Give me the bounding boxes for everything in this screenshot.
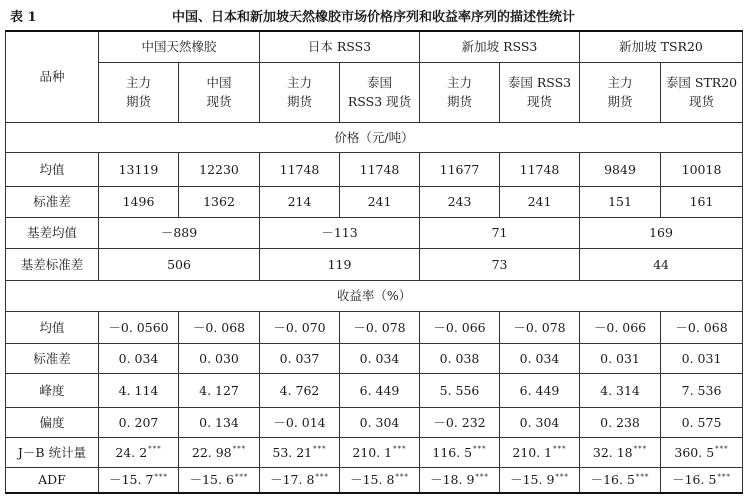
table-cell	[580, 407, 661, 437]
table-cell	[500, 373, 580, 407]
cell-value: －113	[321, 225, 358, 240]
row-label: ADF	[6, 467, 99, 493]
table-cell	[99, 373, 179, 407]
table-row	[6, 437, 743, 467]
cell-value: 0. 238	[600, 414, 640, 430]
cell-value: －0. 070	[273, 319, 326, 335]
table-cell	[340, 437, 420, 467]
table-cell	[580, 311, 661, 343]
group-header: 新加坡 RSS3	[420, 31, 580, 62]
table-cell	[260, 152, 340, 186]
table-cell	[661, 467, 743, 493]
table-cell	[580, 467, 661, 493]
cell-value: －0. 068	[192, 319, 246, 335]
table-cell	[260, 311, 340, 343]
cell-value: 241	[527, 194, 552, 209]
cell-value: 4. 762	[279, 382, 320, 398]
cell-value: 169	[649, 225, 673, 240]
cell-value: －0. 078	[353, 319, 406, 335]
cell-value: 0. 034	[118, 350, 159, 366]
cell-value: 9849	[604, 161, 636, 177]
table-title: 中国、日本和新加坡天然橡胶市场价格序列和收益率序列的描述性统计	[171, 10, 575, 25]
variety-header: 品种	[6, 31, 99, 122]
cell-value: 53. 21	[272, 444, 313, 460]
cell-value: 24. 2	[115, 444, 148, 460]
cell-value: －17. 8	[270, 472, 315, 488]
group-header: 中国天然橡胶	[99, 31, 260, 62]
cell-value: 7. 536	[681, 382, 722, 398]
table-row	[6, 467, 743, 493]
significance-mark: ***	[555, 473, 569, 482]
return-rows	[6, 311, 743, 493]
table-cell	[179, 467, 260, 493]
table-cell	[260, 437, 340, 467]
basis-rows	[6, 217, 743, 280]
cell-value: 0. 304	[359, 414, 400, 430]
cell-value: 73	[491, 256, 508, 272]
cell-value: 4. 114	[118, 382, 159, 398]
table-cell	[420, 467, 500, 493]
price-section-title: 价格（元/吨）	[6, 122, 743, 152]
table-cell	[340, 467, 420, 493]
cell-value: 0. 304	[519, 414, 560, 430]
table-cell	[340, 407, 420, 437]
cell-value: 0. 031	[681, 350, 722, 366]
table-cell	[340, 343, 420, 373]
cell-value: －0. 014	[273, 414, 326, 430]
row-label: 基差标准差	[6, 248, 99, 280]
cell-value: 241	[367, 194, 392, 209]
cell-value: 0. 575	[681, 414, 722, 430]
cell-value: －15. 9	[510, 472, 555, 488]
table-cell	[420, 437, 500, 467]
cell-value: 5. 556	[439, 382, 480, 398]
table-row	[6, 311, 743, 343]
table-row	[6, 343, 743, 373]
table-cell	[260, 217, 420, 248]
cell-value: 506	[167, 256, 191, 272]
return-section-row	[6, 280, 743, 311]
significance-mark: ***	[395, 473, 409, 482]
cell-value: 119	[327, 256, 352, 272]
table-cell	[179, 311, 260, 343]
return-section-title: 收益率（%）	[6, 280, 743, 311]
cell-value: 22. 98	[191, 444, 232, 460]
cell-value: 210. 1	[512, 444, 553, 460]
table-row	[6, 248, 743, 280]
table-cell	[500, 186, 580, 217]
table-cell	[99, 311, 179, 343]
table-cell	[340, 186, 420, 217]
cell-value: －0. 0560	[108, 319, 169, 335]
price-rows	[6, 152, 743, 217]
table-caption	[0, 0, 747, 30]
cell-value: 11748	[519, 161, 560, 177]
table-cell	[340, 373, 420, 407]
significance-mark: ***	[553, 445, 567, 454]
header-group-row	[6, 31, 743, 62]
table-cell	[420, 407, 500, 437]
cell-value: 210. 1	[352, 444, 393, 460]
significance-mark: ***	[234, 473, 249, 482]
table-cell	[661, 407, 743, 437]
table-cell	[580, 343, 661, 373]
cell-value: 11748	[279, 161, 320, 177]
cell-value: 0. 207	[118, 414, 159, 430]
table-cell	[179, 186, 260, 217]
table-cell	[661, 343, 743, 373]
cell-value: 0. 038	[439, 350, 480, 366]
table-row	[6, 186, 743, 217]
cell-value: 0. 030	[199, 350, 239, 366]
table-cell	[179, 343, 260, 373]
row-label: 均值	[6, 152, 99, 186]
row-label: 偏度	[6, 407, 99, 437]
cell-value: 44	[653, 256, 669, 272]
significance-mark: ***	[393, 445, 407, 454]
statistics-table	[5, 30, 743, 494]
group-header: 日本 RSS3	[260, 31, 420, 62]
significance-mark: ***	[473, 445, 487, 454]
significance-mark: ***	[154, 473, 168, 482]
table-cell	[179, 407, 260, 437]
sub-header: 泰国 RSS3 现货	[500, 62, 580, 122]
group-header: 新加坡 TSR20	[580, 31, 743, 62]
cell-value: 11748	[359, 161, 400, 177]
table-cell	[420, 186, 500, 217]
cell-value: －0. 066	[433, 319, 486, 335]
header-sub-row	[6, 62, 743, 122]
table-cell	[500, 343, 580, 373]
sub-header: 泰国 STR20 现货	[661, 62, 743, 122]
cell-value: －18. 9	[430, 472, 475, 488]
cell-value: 12230	[199, 161, 239, 177]
table-cell	[661, 186, 743, 217]
table-cell	[260, 407, 340, 437]
sub-header: 泰国 RSS3 现货	[340, 62, 420, 122]
cell-value: －0. 232	[433, 414, 486, 430]
cell-value: 116. 5	[432, 444, 473, 460]
cell-value: 360. 5	[674, 444, 715, 460]
significance-mark: ***	[635, 473, 650, 482]
table-cell	[580, 437, 661, 467]
table-cell	[500, 437, 580, 467]
sub-header: 中国 现货	[179, 62, 260, 122]
significance-mark: ***	[475, 473, 489, 482]
table-cell	[500, 311, 580, 343]
table-cell	[661, 373, 743, 407]
sub-header: 主力 期货	[99, 62, 179, 122]
cell-value: －0. 078	[513, 319, 566, 335]
significance-mark: ***	[717, 473, 731, 482]
table-cell	[580, 217, 743, 248]
cell-value: 1496	[122, 194, 155, 209]
price-section-row	[6, 122, 743, 152]
cell-value: －15. 6	[189, 472, 234, 488]
row-label: 均值	[6, 311, 99, 343]
cell-value: 6. 449	[359, 382, 400, 398]
table-cell	[420, 248, 580, 280]
table-cell	[260, 467, 340, 493]
table-cell	[260, 186, 340, 217]
cell-value: －0. 068	[675, 319, 728, 335]
table-cell	[179, 373, 260, 407]
cell-value: 243	[447, 194, 472, 209]
table-cell	[661, 437, 743, 467]
cell-value: 6. 449	[519, 382, 560, 398]
table-cell	[580, 373, 661, 407]
table-cell	[179, 152, 260, 186]
row-label: 标准差	[6, 343, 99, 373]
sub-header: 主力 期货	[420, 62, 500, 122]
cell-value: 10018	[681, 161, 722, 177]
table-cell	[99, 343, 179, 373]
table-cell	[179, 437, 260, 467]
table-label: 表 1	[10, 10, 37, 25]
cell-value: 0. 034	[519, 350, 560, 366]
significance-mark: ***	[315, 473, 329, 482]
significance-mark: ***	[313, 445, 327, 454]
table-row	[6, 407, 743, 437]
row-label: 基差均值	[6, 217, 99, 248]
cell-value: －15. 7	[109, 472, 154, 488]
table-cell	[260, 343, 340, 373]
table-cell	[99, 467, 179, 493]
table-cell	[580, 152, 661, 186]
table-row	[6, 152, 743, 186]
cell-value: －15. 8	[350, 472, 395, 488]
cell-value: －16. 5	[590, 472, 635, 488]
table-cell	[260, 373, 340, 407]
cell-value: 151	[608, 194, 632, 209]
cell-value: 0. 034	[359, 350, 400, 366]
cell-value: 4. 314	[600, 382, 640, 398]
table-cell	[420, 217, 580, 248]
cell-value: －16. 5	[672, 472, 717, 488]
table-cell	[260, 248, 420, 280]
cell-value: －889	[160, 225, 198, 240]
table-cell	[580, 248, 743, 280]
table-cell	[420, 373, 500, 407]
cell-value: 32. 18	[592, 444, 633, 460]
row-label: 标准差	[6, 186, 99, 217]
cell-value: 0. 134	[199, 414, 239, 430]
table-cell	[99, 217, 260, 248]
significance-mark: ***	[633, 445, 648, 454]
table-cell	[99, 152, 179, 186]
cell-value: 0. 037	[279, 350, 320, 366]
table-cell	[661, 311, 743, 343]
table-cell	[420, 343, 500, 373]
table-cell	[580, 186, 661, 217]
cell-value: 1362	[203, 194, 235, 209]
table-cell	[340, 311, 420, 343]
row-label: J－B 统计量	[6, 437, 99, 467]
table-cell	[340, 152, 420, 186]
cell-value: 13119	[118, 161, 159, 177]
table-cell	[500, 467, 580, 493]
cell-value: 214	[287, 194, 312, 209]
table-row	[6, 373, 743, 407]
cell-value: －0. 066	[593, 319, 647, 335]
cell-value: 4. 127	[199, 382, 239, 398]
cell-value: 11677	[439, 161, 480, 177]
row-label: 峰度	[6, 373, 99, 407]
table-cell	[99, 407, 179, 437]
table-cell	[99, 437, 179, 467]
table-cell	[661, 152, 743, 186]
table-cell	[500, 152, 580, 186]
table-cell	[99, 186, 179, 217]
table-cell	[420, 311, 500, 343]
cell-value: 161	[689, 194, 714, 209]
table-cell	[420, 152, 500, 186]
table-row	[6, 217, 743, 248]
significance-mark: ***	[715, 445, 729, 454]
sub-header: 主力 期货	[580, 62, 661, 122]
sub-header: 主力 期货	[260, 62, 340, 122]
significance-mark: ***	[232, 445, 247, 454]
cell-value: 71	[491, 225, 508, 240]
table-cell	[500, 407, 580, 437]
significance-mark: ***	[148, 445, 162, 454]
table-cell	[99, 248, 260, 280]
cell-value: 0. 031	[600, 350, 640, 366]
